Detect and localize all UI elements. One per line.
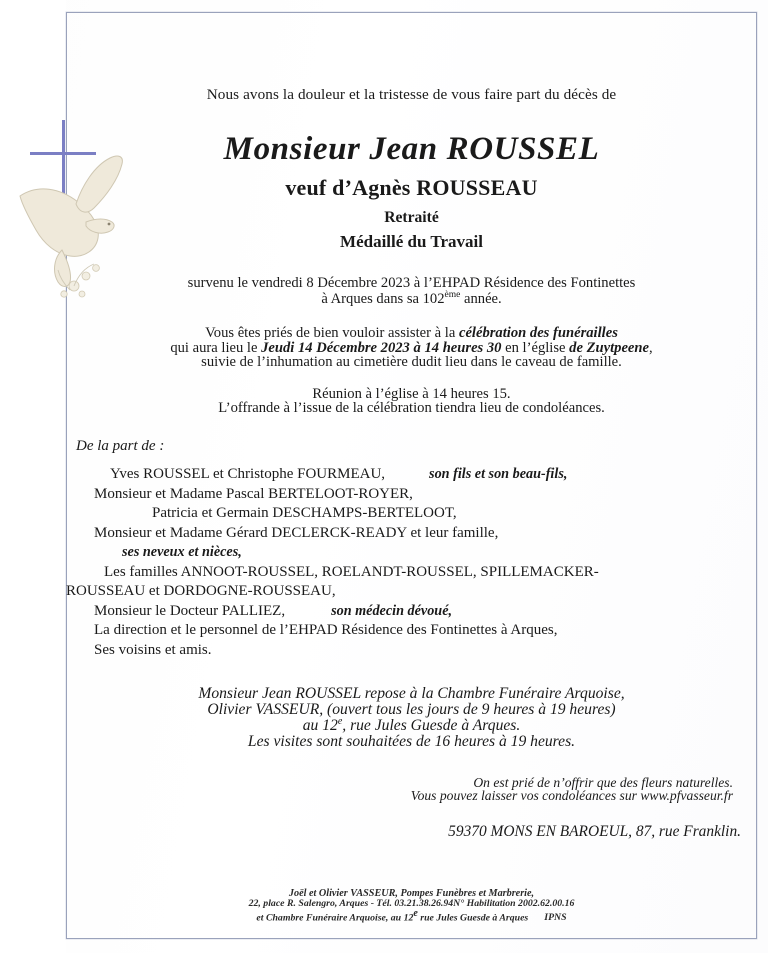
death-age-post: année. xyxy=(460,290,502,307)
reunion-details xyxy=(66,387,757,416)
family-relation-4: ses neveux et nièces, xyxy=(122,544,242,561)
list-item xyxy=(66,582,757,602)
announcement-content xyxy=(66,12,757,939)
repose-addr-suffix: e xyxy=(337,716,343,728)
family-name-5: Les familles ANNOOT-ROUSSEL, ROELANDT-ROUSSEL, SPILLEMACKER- xyxy=(104,563,599,580)
death-details xyxy=(66,276,757,306)
list-item xyxy=(66,621,757,641)
ceremony-l2-mid: en l’église xyxy=(501,339,570,356)
company-address: 59370 MONS EN BAROEUL, 87, rue Franklin. xyxy=(448,822,741,840)
condolences-note: Vous pouvez laisser vos condoléances sur www.pfvasseur.fr xyxy=(410,788,733,804)
list-item xyxy=(66,485,757,505)
list-item xyxy=(66,641,757,661)
list-item xyxy=(66,504,757,524)
ceremony-emphasis-church: de Zuytpeene xyxy=(569,339,650,356)
flowers-note: On est prié de n’offrir que des fleurs naturelles. xyxy=(473,774,733,790)
repose-line-2: Olivier VASSEUR, (ouvert tous les jours de 9 heures à 19 heures) xyxy=(207,700,616,718)
footer-l3-post: rue Jules Guesde à Arques xyxy=(417,912,529,924)
footer-imprint xyxy=(66,889,757,923)
ceremony-details xyxy=(66,326,757,370)
reunion-line-1: Réunion à l’église à 14 heures 15. xyxy=(312,385,511,402)
footer-line-2: 22, place R. Salengro, Arques - Tél. 03.21.38.26.94N° Habilitation 2002.62.00.16 xyxy=(248,898,575,910)
family-name-1: Monsieur et Madame Pascal BERTELOOT-ROYER, xyxy=(94,485,413,502)
list-item xyxy=(66,602,757,622)
footer-l3-suffix: e xyxy=(413,907,418,919)
deceased-name: Monsieur Jean ROUSSEL xyxy=(223,131,600,167)
family-name-3: Monsieur et Madame Gérard DECLERCK-READY et leur famille, xyxy=(94,524,499,541)
deceased-spouse: veuf d’Agnès ROUSSEAU xyxy=(285,175,538,200)
repose-line-3 xyxy=(66,717,757,734)
deceased-title-medal: Médaillé du Travail xyxy=(340,232,483,251)
footer-line-1: Joël et Olivier VASSEUR, Pompes Funèbres et Marbrerie, xyxy=(288,887,535,899)
family-relation-0: son fils et son beau-fils, xyxy=(429,466,568,483)
repose-line-1: Monsieur Jean ROUSSEL repose à la Chambre Funéraire Arquoise, xyxy=(198,685,625,703)
footer-ipns: IPNS xyxy=(544,912,567,924)
death-age-suffix: ème xyxy=(444,289,461,300)
list-item xyxy=(66,563,757,583)
family-relation-7: son médecin dévoué, xyxy=(331,602,453,619)
ceremony-l1-pre: Vous êtes priés de bien vouloir assister à la xyxy=(205,325,459,342)
list-item xyxy=(66,465,757,485)
ceremony-line-2 xyxy=(66,341,757,356)
deceased-title-retired: Retraité xyxy=(384,209,439,226)
family-name-2: Patricia et Germain DESCHAMPS-BERTELOOT, xyxy=(152,505,457,522)
family-list xyxy=(66,465,757,660)
ceremony-line-1 xyxy=(66,326,757,341)
family-name-8: La direction et le personnel de l’EHPAD Résidence des Fontinettes à Arques, xyxy=(94,622,558,639)
footer-line-3 xyxy=(66,909,757,923)
intro-text: Nous avons la douleur et la tristesse de vous faire part du décès de xyxy=(206,86,617,103)
repose-details xyxy=(66,686,757,750)
family-name-0: Yves ROUSSEL et Christophe FOURMEAU, xyxy=(110,466,386,483)
left-margin-band xyxy=(0,0,66,953)
repose-addr-pre: au 12 xyxy=(302,717,338,735)
death-age-pre: à Arques dans sa 102 xyxy=(321,290,445,307)
ceremony-l2-pre: qui aura lieu le xyxy=(170,339,262,356)
ceremony-emphasis-datetime: Jeudi 14 Décembre 2023 à 14 heures 30 xyxy=(261,339,502,356)
death-line-1: survenu le vendredi 8 Décembre 2023 à l’EHPAD Résidence des Fontinettes xyxy=(187,275,636,291)
list-item xyxy=(66,543,757,563)
closing-notes xyxy=(66,776,757,803)
repose-line-4: Les visites sont souhaitées de 16 heures à 19 heures. xyxy=(247,732,576,750)
family-name-6: ROUSSEAU et DORDOGNE-ROUSSEAU, xyxy=(66,583,336,600)
ceremony-l2-post: , xyxy=(649,339,653,356)
death-line-2 xyxy=(66,291,757,306)
from-label: De la part de : xyxy=(76,438,165,455)
ceremony-emphasis-funerals: célébration des funérailles xyxy=(458,325,618,342)
footer-l3-pre: et Chambre Funéraire Arquoise, au 12 xyxy=(256,912,414,924)
family-name-7: Monsieur le Docteur PALLIEZ, xyxy=(94,602,286,619)
ceremony-line-3: suivie de l’inhumation au cimetière dudit lieu dans le caveau de famille. xyxy=(201,354,622,371)
repose-addr-post: , rue Jules Guesde à Arques. xyxy=(342,717,521,735)
family-name-9: Ses voisins et amis. xyxy=(94,641,212,658)
reunion-line-2: L’offrande à l’issue de la célébration tiendra lieu de condoléances. xyxy=(218,400,605,417)
list-item xyxy=(66,524,757,544)
